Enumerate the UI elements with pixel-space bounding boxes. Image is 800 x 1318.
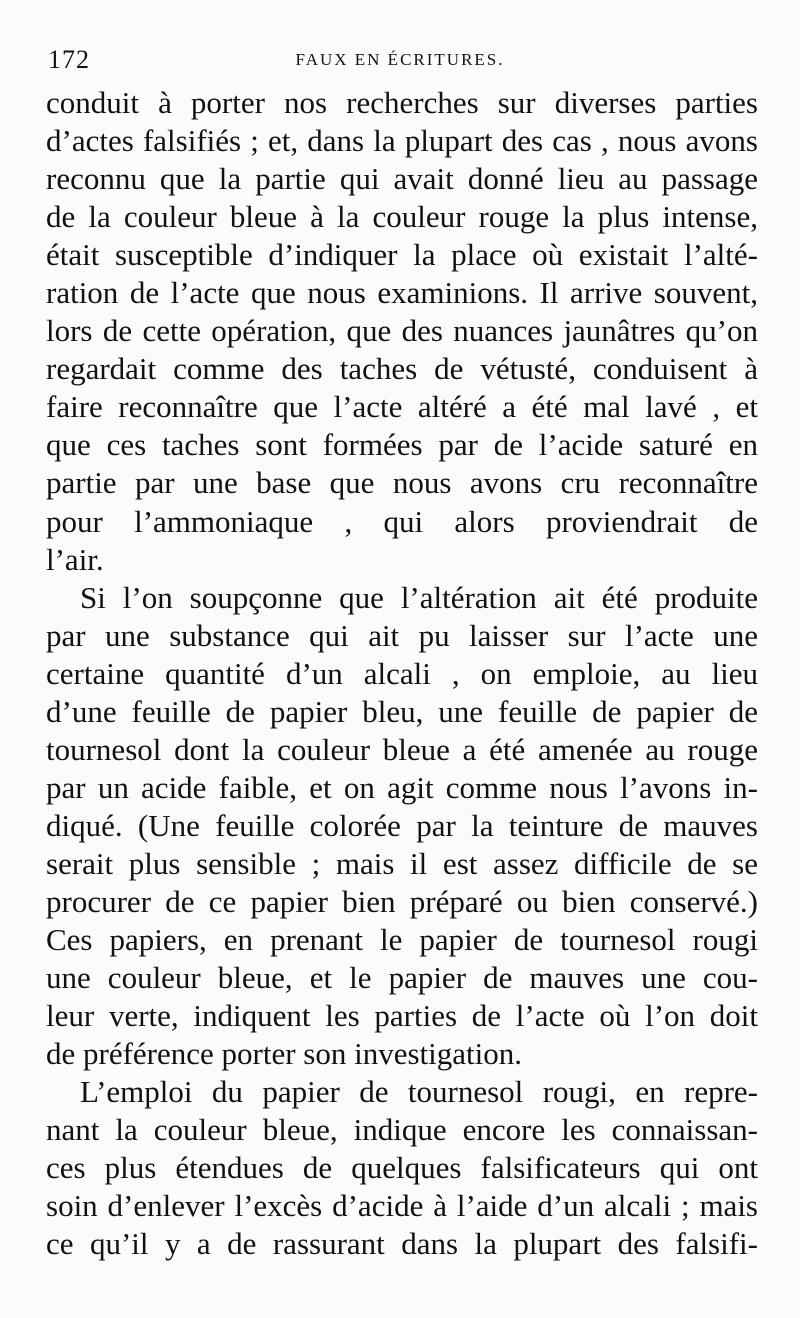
text-line: procurer de ce papier bien préparé ou bien conservé.) (46, 883, 758, 919)
text-line: nant la couleur bleue, indique encore les connaissan- (46, 1112, 758, 1148)
text-line: lors de cette opération, que des nuances jaunâtres qu’on (46, 313, 758, 349)
text-line: faire reconnaître que l’acte altéré a été mal lavé , et (46, 389, 758, 425)
running-head: FAUX EN ÉCRITURES. (295, 50, 505, 69)
paragraph-end-line: l’air. (46, 541, 104, 577)
text-line: de la couleur bleue à la couleur rouge la plus intense, (46, 199, 758, 235)
text-line: par un acide faible, et on agit comme nous l’avons in- (46, 769, 758, 805)
text-line: tournesol dont la couleur bleue a été amenée au rouge (46, 731, 758, 767)
paragraph-start-line: Si l’on soupçonne que l’altération ait été produite (80, 579, 758, 615)
text-line: leur verte, indiquent les parties de l’acte où l’on doit (46, 998, 758, 1034)
text-line: que ces taches sont formées par de l’acide saturé en (46, 427, 758, 463)
text-line: une couleur bleue, et le papier de mauves une cou- (46, 960, 758, 996)
text-line: d’une feuille de papier bleu, une feuille de papier de (46, 693, 758, 729)
text-line: Ces papiers, en prenant le papier de tournesol rougi (46, 922, 758, 958)
text-line: conduit à porter nos recherches sur diverses parties (46, 85, 758, 120)
text-line: pour l’ammoniaque , qui alors proviendrait de (46, 503, 758, 539)
text-line: certaine quantité d’un alcali , on emploie, au lieu (46, 655, 758, 691)
text-line: ce qu’il y a de rassurant dans la plupart des falsifi- (46, 1226, 758, 1262)
text-line: regardait comme des taches de vétusté, conduisent à (46, 351, 758, 387)
text-line: était susceptible d’indiquer la place où existait l’alté- (46, 237, 758, 273)
page-number: 172 (48, 45, 90, 74)
paragraph-start-line: L’emploi du papier de tournesol rougi, en repre- (80, 1074, 758, 1110)
text-line: d’actes falsifiés ; et, dans la plupart des cas , nous avons (46, 123, 758, 159)
text-line: soin d’enlever l’excès d’acide à l’aide d’un alcali ; mais (46, 1188, 758, 1224)
text-line: serait plus sensible ; mais il est assez difficile de se (46, 845, 758, 881)
text-line: reconnu que la partie qui avait donné lieu au passage (46, 161, 758, 197)
paragraph-end-line: de préférence porter son investigation. (46, 1036, 523, 1072)
text-line: diqué. (Une feuille colorée par la teinture de mauves (46, 807, 758, 843)
body-text (46, 84, 758, 1263)
text-line: ration de l’acte que nous examinions. Il arrive souvent, (46, 275, 758, 311)
page-header (48, 42, 752, 78)
text-line: ces plus étendues de quelques falsificateurs qui ont (46, 1150, 758, 1186)
text-line: partie par une base que nous avons cru reconnaître (46, 465, 758, 501)
text-line: par une substance qui ait pu laisser sur l’acte une (46, 617, 758, 653)
